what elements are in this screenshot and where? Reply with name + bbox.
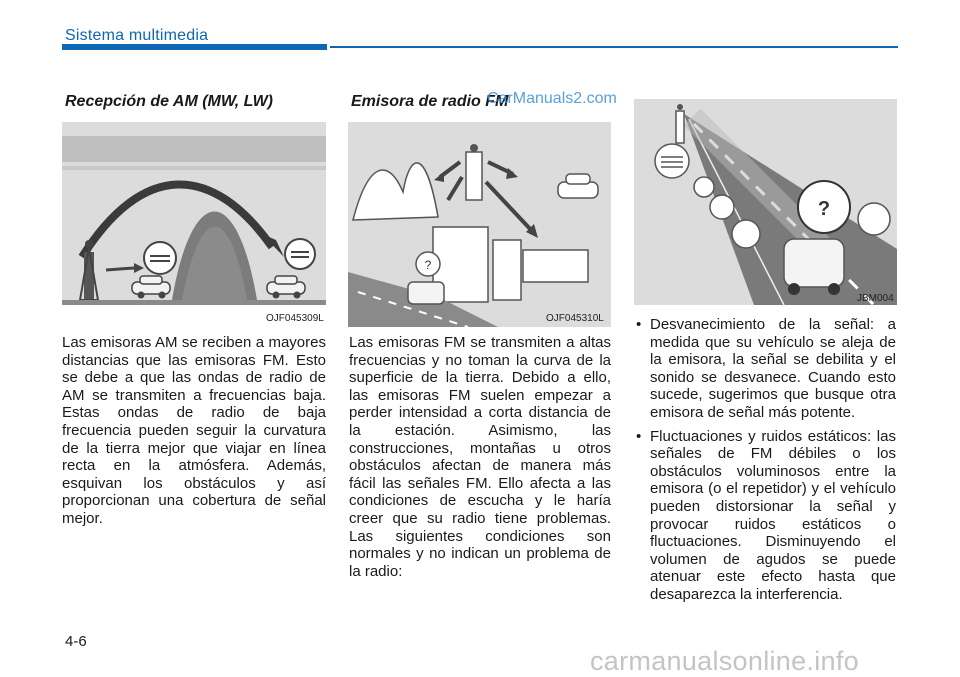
question-mark: ?	[817, 198, 831, 220]
list-item: • Fluctuaciones y ruidos estáticos: las señales de FM débiles o los obstáculos voluminosos entre la emisora (o el repetidor) y el vehículo pueden distorsionar la señal y provocar ruidos estáticos o fluctuaciones. Disminuyendo el volumen de agudos se puede atenuar este efecto hasta que desaparezca la interferencia.	[634, 428, 896, 604]
list-item: • Desvanecimiento de la señal: a medida que su vehículo se aleja de la emisora, la señal se debilita y el sonido se desvanece. Cuando esto sucede, sugerimos que busque otra emisora de señal más potente.	[634, 316, 896, 422]
page-number: 4-6	[65, 633, 87, 650]
fm-question-mark: ?	[424, 258, 432, 272]
am-body-text: Las emisoras AM se reciben a mayores distancias que las emisoras FM. Esto se debe a que las ondas de radio de AM se transmiten a frecuencias baja. Estas ondas de radio de baja frecuencia pueden seguir la curvatura de la tierra mejor que viajar en línea recta en la atmósfera. Además, esquivan los obstáculos y así proporcionan una cobertura de señal mejor.	[62, 334, 326, 527]
am-reception-figure	[62, 122, 326, 305]
section-header: Sistema multimedia	[65, 27, 209, 44]
fm-body-text: Las emisoras FM se transmiten a altas frecuencias y no toman la curva de la superficie de la tierra. Debido a ello, las emisoras FM suelen empezar a perder intensidad a corta distancia de la estación. Asimismo, las construcciones, montañas u otros obstáculos afectan de manera más fácil las señales FM. Ello afecta a las condiciones de escucha y le haría creer que su radio tiene problemas. Las siguientes condiciones son normales y no indican un problema de la radio:	[349, 334, 611, 580]
signal-fade-figure	[634, 99, 897, 305]
fm-section-title: Emisora de radio FM	[351, 93, 509, 110]
header-rule	[330, 46, 898, 48]
fm-conditions-list	[634, 316, 896, 610]
watermark-bottom: carmanualsonline.info	[590, 646, 859, 676]
right-figure-code: JBM004	[857, 293, 894, 304]
am-section-title: Recepción de AM (MW, LW)	[65, 93, 273, 110]
watermark-top: CarManuals2.com	[487, 90, 617, 107]
fm-station-figure	[348, 122, 611, 327]
header-bar	[62, 44, 327, 50]
fm-figure-code: OJF045310L	[546, 313, 604, 324]
am-figure-code: OJF045309L	[266, 313, 324, 324]
